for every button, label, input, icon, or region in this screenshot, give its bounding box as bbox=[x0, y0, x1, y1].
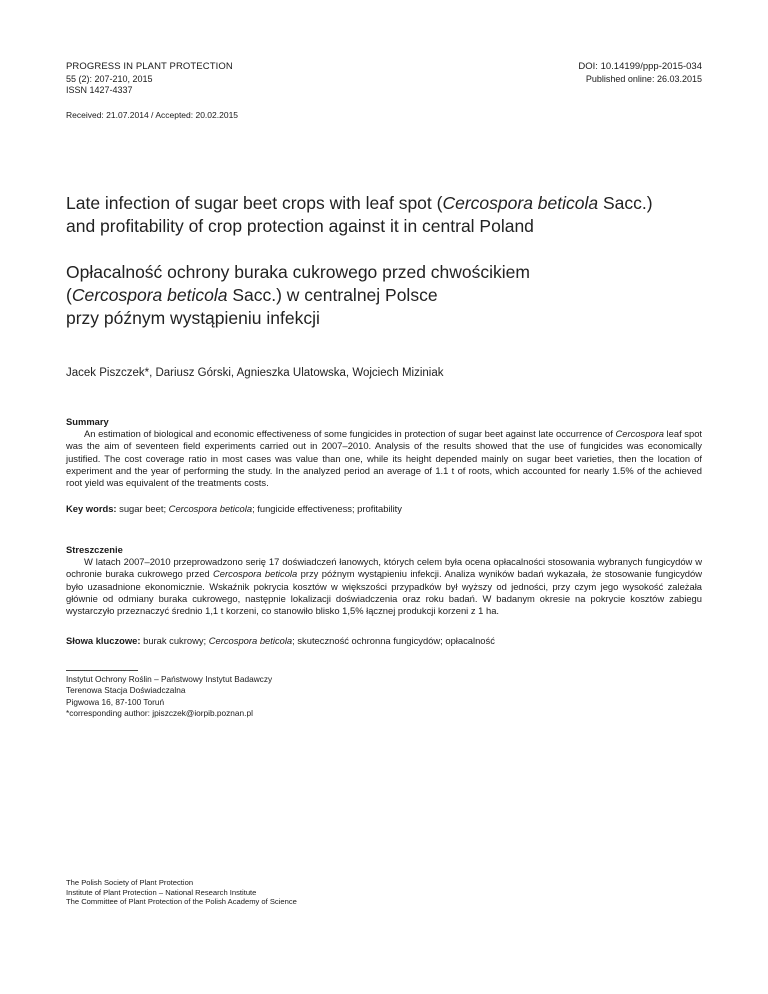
footnote-divider bbox=[66, 670, 138, 671]
title-en-text: Late infection of sugar beet crops with leaf spot ( bbox=[66, 193, 443, 213]
streszczenie-italic: Cercospora beticola bbox=[213, 568, 298, 580]
keywords-english bbox=[66, 503, 402, 514]
summary-heading: Summary bbox=[66, 416, 109, 427]
summary-text: An estimation of biological and economic effectiveness of some fungicides in protection of sugar beet against late occurrence of bbox=[84, 428, 616, 440]
affiliation-institute: Instytut Ochrony Roślin – Państwowy Instytut Badawczy bbox=[66, 674, 273, 684]
keywords-italic: Cercospora beticola bbox=[168, 503, 253, 514]
title-polish bbox=[66, 261, 716, 330]
society-line: Institute of Plant Protection – National Research Institute bbox=[66, 887, 257, 897]
publisher-societies bbox=[66, 878, 297, 907]
streszczenie-heading: Streszczenie bbox=[66, 544, 123, 555]
summary-body bbox=[66, 428, 702, 489]
title-en-text: Sacc.) bbox=[598, 193, 653, 213]
streszczenie-text: W latach 2007–2010 przeprowadzono serię 17 doświadczeń łanowych, których celem była ocena opłacalności stosowania wybranych fungicydów w ochronie buraka cukrowego przed bbox=[66, 556, 702, 580]
journal-info bbox=[66, 61, 233, 96]
summary-section bbox=[66, 416, 702, 489]
streszczenie-body bbox=[66, 556, 702, 617]
title-pl-species: Cercospora beticola bbox=[71, 285, 228, 305]
keywords-label: Key words: bbox=[66, 503, 117, 514]
keywords-text: sugar beet; bbox=[116, 503, 169, 514]
corresponding-author[interactable]: *corresponding author: jpiszczek@iorpib.poznan.pl bbox=[66, 707, 253, 718]
society-line: The Polish Society of Plant Protection bbox=[66, 878, 194, 887]
streszczenie-text: przy późnym wystąpieniu infekcji. Analiza wyników badań wykazała, że stosowanie fungicydów było uzasadnione ekonomicznie. Wskaźnik pokrycia kosztów w większości przypadków był wyższy od jedności, przy czym jego wysokość zależała głównie od odmiany buraka cukrowego, następnie lokalizacji doświadczenia oraz roku badań. W badanym okresie na pokrycie kosztów zabiegu wystarczyło przeznaczyć średnio 1,1 t korzeni, co stanowiło blisko 1,5% łącznej produkcji korzeni z 1 ha. bbox=[66, 568, 703, 617]
keywords-italic: Cercospora beticola bbox=[208, 635, 293, 646]
title-pl-text: Sacc.) w centralnej Polsce bbox=[227, 285, 438, 305]
summary-text: leaf spot was the aim of seventeen field experiments carried out in 2007–2010. Analysis of the results showed that the use of fungicides was economically justified. The cost coverage ratio in most cases was value than one, while its height depended mainly on sugar beet varieties, then the location of experiment and the year of performing the study. In the analyzed period an average of 1.1 t of roots, which accounted for nearly 1.5% of the achieved root yield was equivalent of the treatments costs. bbox=[66, 428, 703, 489]
keywords-text: ; skuteczność ochronna fungicydów; opłacalność bbox=[292, 635, 495, 646]
keywords-text: burak cukrowy; bbox=[140, 635, 209, 646]
title-pl-text: ( bbox=[66, 285, 72, 305]
summary-italic: Cercospora bbox=[615, 428, 664, 440]
doi-info bbox=[578, 61, 702, 85]
title-pl-line3: przy późnym wystąpieniu infekcji bbox=[66, 308, 320, 328]
keywords-label: Słowa kluczowe: bbox=[66, 635, 141, 646]
published-date: Published online: 26.03.2015 bbox=[585, 74, 702, 84]
received-accepted: Received: 21.07.2014 / Accepted: 20.02.2015 bbox=[66, 110, 239, 120]
journal-name: PROGRESS IN PLANT PROTECTION bbox=[66, 61, 233, 72]
keywords-text: ; fungicide effectiveness; profitability bbox=[252, 503, 402, 514]
title-en-species: Cercospora beticola bbox=[442, 193, 599, 213]
affiliation-address: Pigwowa 16, 87-100 Toruń bbox=[66, 696, 165, 707]
keywords-polish bbox=[66, 635, 495, 646]
streszczenie-section bbox=[66, 544, 702, 617]
title-english bbox=[66, 192, 716, 238]
volume-pages: 55 (2): 207-210, 2015 bbox=[66, 74, 153, 84]
society-line: The Committee of Plant Protection of the Polish Academy of Science bbox=[66, 897, 297, 907]
doi[interactable]: DOI: 10.14199/ppp-2015-034 bbox=[578, 61, 702, 72]
issn: ISSN 1427-4337 bbox=[66, 85, 133, 95]
authors: Jacek Piszczek*, Dariusz Górski, Agnieszka Ulatowska, Wojciech Miziniak bbox=[66, 367, 444, 379]
title-en-line2: and profitability of crop protection against it in central Poland bbox=[66, 216, 534, 236]
title-pl-line1: Opłacalność ochrony buraka cukrowego przed chwościkiem bbox=[66, 262, 530, 282]
affiliation-station: Terenowa Stacja Doświadczalna bbox=[66, 685, 186, 696]
affiliation-footnote bbox=[66, 674, 272, 719]
